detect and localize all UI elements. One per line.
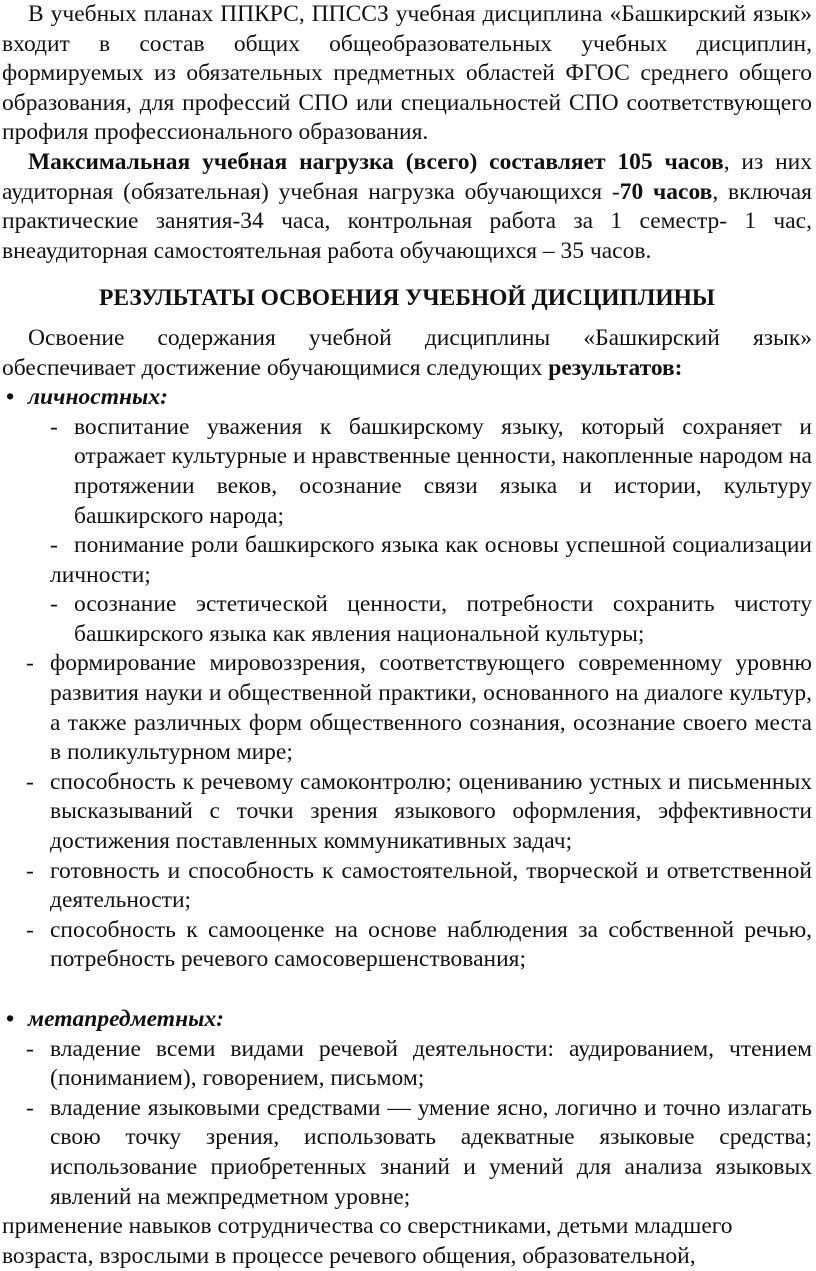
list-item-text: понимание роли башкирского языка как основы успешной социализации личности; (50, 532, 812, 588)
meta-title: метапредметных: (28, 1006, 224, 1032)
list-item-text: способность к самооценке на основе наблюдения за собственной речью, потребность речевого самосовершенствования; (50, 916, 812, 973)
list-item-text: владение всеми видами речевой деятельности: аудированием, чтением (пониманием), говорением, письмом; (50, 1035, 812, 1092)
list-item-text: осознание эстетической ценности, потребности сохранить чистоту башкирского языка как явления национальной культуры; (74, 591, 812, 647)
intro-paragraph-2 (2, 148, 812, 266)
list-item-text: способность к речевому самоконтролю; оцениванию устных и письменных высказываний с точки зрения языкового оформления, эффективности достижения поставленных коммуникативных задач; (50, 768, 812, 855)
list-item (2, 857, 812, 916)
dash-icon: - (26, 1094, 34, 1121)
load-text-1: , из них аудиторная (обязательная) учебная нагрузка обучающихся - (2, 148, 812, 205)
results-intro (2, 324, 812, 383)
dash-icon: - (26, 916, 34, 943)
personal-title: личностных: (28, 384, 168, 411)
load-text-2: , включая практические занятия-34 часа, контрольная работа за 1 семестр- 1 час, внеаудиторная самостоятельная работа обучающихся – 35 часов. (2, 178, 812, 264)
personal-results-heading (2, 383, 812, 413)
aud-hours-text: 70 часов (619, 178, 713, 205)
dash-icon: - (50, 413, 58, 440)
list-item (2, 916, 812, 975)
list-item (2, 649, 812, 767)
list-item-text: готовность и способность к самостоятельной, творческой и ответственной деятельности; (50, 857, 812, 914)
list-item (2, 768, 812, 857)
results-intro-text: Освоение содержания учебной дисциплины «Башкирский язык» обеспечивает достижение обучающимися следующих (2, 324, 812, 381)
list-item (2, 531, 812, 590)
max-load-text: Максимальная учебная нагрузка (всего) составляет 105 часов (28, 148, 724, 175)
dash-icon: - (26, 650, 34, 677)
list-item (2, 413, 812, 531)
list-item (2, 1094, 812, 1212)
meta-tail-paragraph: применение навыков сотрудничества со сверстниками, детьми младшего возраста, взрослыми в процессе речевого общения, образовательной, (2, 1213, 733, 1269)
dash-icon: - (26, 768, 34, 795)
list-item-text: воспитание уважения к башкирскому языку, который сохраняет и отражает культурные и нравственные ценности, накопленные народом на протяжении веков, осознание связи языка и истории, культуру башкирского народа; (74, 413, 812, 529)
spacer (2, 975, 812, 1005)
bullet-icon: • (6, 384, 15, 411)
results-heading: РЕЗУЛЬТАТЫ ОСВОЕНИЯ УЧЕБНОЙ ДИСЦИПЛИНЫ (99, 285, 715, 312)
dash-icon: - (26, 1035, 34, 1062)
dash-icon: - (50, 532, 58, 559)
dash-icon: - (50, 591, 58, 618)
bullet-icon: • (6, 1006, 15, 1032)
intro-paragraph-1: В учебных планах ППКРС, ППССЗ учебная дисциплина «Башкирский язык» входит в состав общих общеобразовательных учебных дисциплин, формируемых из обязательных предметных областей ФГОС среднего общего образования, для профессий СПО или специальностей СПО соответствующего профиля профессионального образования. (2, 1, 812, 146)
results-intro-bold: результатов: (548, 354, 683, 381)
dash-icon: - (26, 857, 34, 884)
list-item-text: владение языковыми средствами — умение ясно, логично и точно излагать свою точку зрения, использовать адекватные языковые средства; использование приобретенных знаний и умений для анализа языковых явлений на межпредметном уровне; (50, 1094, 812, 1210)
list-item-text: формирование мировоззрения, соответствующего современному уровню развития науки и общественной практики, основанного на диалоге культур, а также различных форм общественного сознания, осознание своего места в поликультурном мире; (50, 650, 812, 766)
list-item (2, 590, 812, 649)
list-item (2, 1035, 812, 1094)
meta-results-heading (2, 1005, 812, 1035)
